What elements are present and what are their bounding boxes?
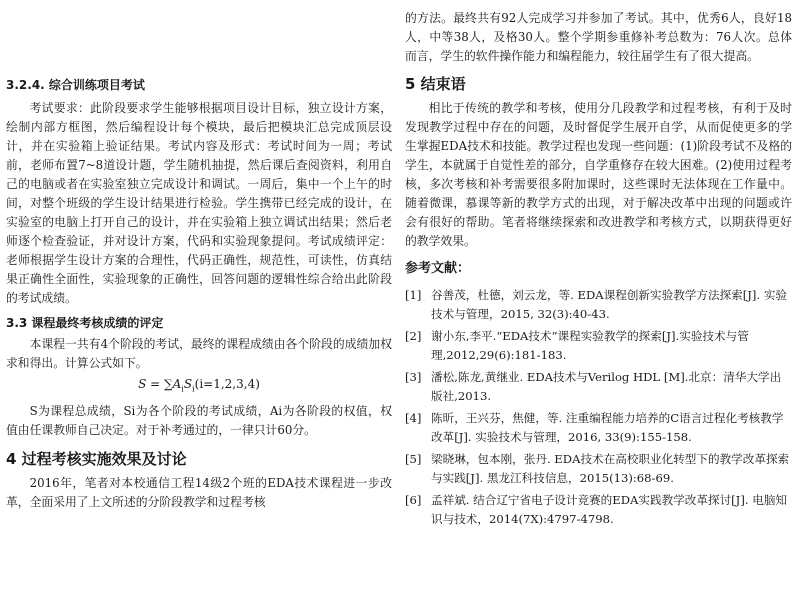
top-spacer <box>6 0 392 76</box>
left-column <box>6 0 392 512</box>
reference-item <box>405 491 792 529</box>
reference-number: [6] <box>405 493 422 507</box>
references-list <box>405 286 792 529</box>
formula-sum-expression: = $\sum A_iS_i$ <box>150 377 195 394</box>
reference-text: 孟祥斌. 结合辽宁省电子设计竞赛的EDA实践教学改革探讨[J]. 电脑知识与技术，2014(7X):4797-4798. <box>431 493 788 526</box>
section-4-body: 2016年，笔者对本校通信工程14级2个班的EDA技术课程进一步改革，全面采用了上文所述的分阶段教学和过程考核 <box>6 476 392 510</box>
reference-number: [2] <box>405 329 422 343</box>
reference-text: 谷善茂，杜德，刘云龙，等. EDA课程创新实验教学方法探索[J]. 实验技术与管理，2015, 32(3):40-43. <box>431 288 788 321</box>
reference-text: 梁晓琳，包本刚，张丹. EDA技术在高校职业化转型下的教学改革探索与实践[J]. 黑龙江科技信息，2015(13):68-69. <box>431 452 790 485</box>
section-3-3-body-1: 本课程一共有4个阶段的考试，最终的课程成绩由各个阶段的成绩加权求和得出。计算公式如下。 <box>6 337 392 370</box>
section-4-body-continued: 的方法。最终共有92人完成学习并参加了考试。其中，优秀6人，良好18人，中等38人，及格30人。整个学期参重修补考总数为：76人次。总体而言，学生的软件操作能力和编程能力，较往届学生有了很大提高。 <box>405 11 792 63</box>
reference-number: [4] <box>405 411 422 425</box>
right-column <box>405 0 792 532</box>
section-3-3-heading: 3.3 课程最终考核成绩的评定 <box>6 316 164 330</box>
section-3-2-4-body: 考试要求：此阶段要求学生能够根据项目设计目标，独立设计方案，绘制内部方框图，然后编程设计每个模块，最后把模块汇总完成顶层设计，并在实验箱上验证结果。考试内容及形式：考试时间为一周；考试前，老师布置7~8道设计题，学生随机抽提，然后课后查阅资料，利用自己的电脑或者在实验室独立完成设计和调试。一周后，集中一个上午的时间，对整个班级的学生设计结果进行检验。学生携带已经完成的设计，在实验室的电脑上打开自己的设计，并在实验箱上独立调试出结果；然后老师逐个检查验证，并对设计方案，代码和实验现象提问。考试成绩评定：老师根据学生设计方案的合理性，代码正确性，规范性，可读性，仿真结果正确性全面性，实验现象的正确性，回答问题的逻辑性综合给出此阶段的考试成绩。 <box>6 101 392 305</box>
reference-number: [3] <box>405 370 422 384</box>
formula-lhs: S <box>138 377 147 391</box>
references-heading: 参考文献： <box>405 261 471 276</box>
formula-index-range: (i=1,2,3,4) <box>194 377 260 391</box>
reference-item <box>405 409 792 447</box>
grade-formula <box>6 373 392 400</box>
reference-text: 潘松,陈龙,黄继业. EDA技术与Verilog HDL [M].北京：清华大学出版社,2013. <box>431 370 782 403</box>
reference-text: 谢小东,李平.“EDA技术”课程实验教学的探索[J].实验技术与管理,2012,29(6):181-183. <box>431 329 749 362</box>
section-3-3-body-2: S为课程总成绩，Si为各个阶段的考试成绩，Ai为各阶段的权值，权值由任课教师自己决定。对于补考通过的，一律只计60分。 <box>6 404 392 438</box>
section-5-body: 相比于传统的教学和考核，使用分几段教学和过程考核，有利于及时发现教学过程中存在的问题，及时督促学生展开自学，从而促使更多的学生掌握EDA技术和技能。教学过程也发现一些问题：(1)阶段考试不及格的学生，本就属于自觉性差的部分，自学重修存在较大困难。(2)使用过程考核，多次考核和补考需要很多附加课时，这些课时无法体现在工作量中。随着微课，慕课等新的教学方式的出现，对于解决改革中出现的问题或许会有很好的帮助。笔者将继续探索和改进教学和考核方式，以期获得更好的教学效果。 <box>405 101 792 248</box>
reference-number: [5] <box>405 452 422 466</box>
reference-item <box>405 327 792 365</box>
reference-item <box>405 368 792 406</box>
reference-item <box>405 450 792 488</box>
reference-number: [1] <box>405 288 422 302</box>
section-4-heading: 4 过程考核实施效果及讨论 <box>6 450 187 469</box>
reference-text: 陈昕，王兴芬，焦健，等. 注重编程能力培养的C语言过程化考核教学改革[J]. 实验技术与管理，2016, 33(9):155-158. <box>431 411 784 444</box>
reference-item <box>405 286 792 324</box>
section-3-2-4-heading: 3.2.4. 综合训练项目考试 <box>6 78 145 92</box>
section-5-heading: 5 结束语 <box>405 75 466 93</box>
